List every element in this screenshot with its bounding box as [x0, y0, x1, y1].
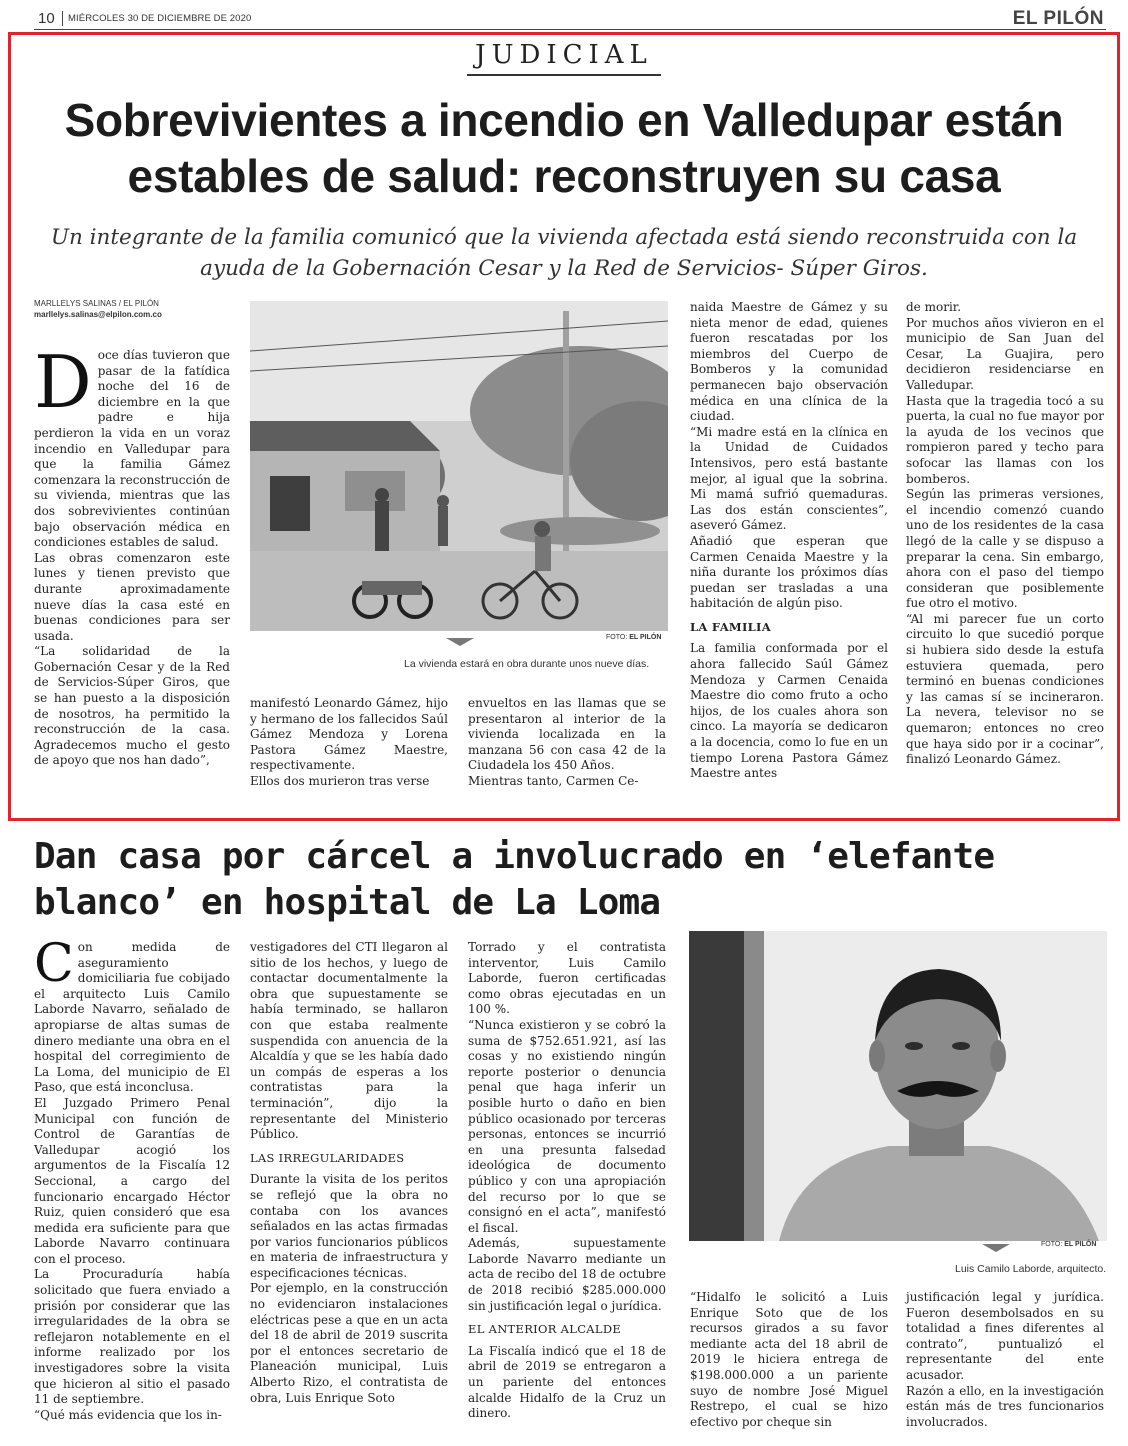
story2-column-4 — [690, 1290, 888, 1430]
publication-logo: EL PILÓN — [1012, 8, 1104, 29]
byline-name: MARLLELYS SALINAS / EL PILÓN — [34, 299, 159, 308]
body-paragraph: Mientras tanto, Carmen Ce- — [468, 773, 639, 788]
subhead-irregularidades: LAS IRREGULARIDADES — [250, 1150, 405, 1165]
story2-headline: Dan casa por cárcel a involucrado en ‘elefante blanco’ en hospital de La Loma — [34, 836, 995, 923]
issue-date: MIÉRCOLES 30 DE DICIEMBRE DE 2020 — [68, 13, 252, 24]
dropcap: D — [34, 340, 92, 424]
body-paragraph: Torrado y el contratista interventor, Luis Camilo Laborde, fueron certificadas como obras ejecutadas en un 100 %. — [468, 940, 666, 1017]
story1-photo-credit: FOTO: EL PILÓN — [606, 634, 662, 641]
header-divider — [62, 11, 63, 26]
section-label: JUDICIAL — [0, 40, 1128, 76]
caption-pointer-icon — [982, 1244, 1010, 1252]
body-paragraph: La familia conformada por el ahora fallecido Saúl Gámez Mendoza y Carmen Cenaida Maestre dio como fruto a ocho hijos, de los cuales ahora son cinco. La mayoría se dedicaron a la docencia, como lo fue en un tiempo Lorena Pastora Gámez Maestre antes — [690, 641, 888, 781]
body-paragraph: La Fiscalía indicó que el 18 de abril de 2019 se entregaron a un pariente del entonces alcalde Hidalfo de la Cruz un dinero. — [468, 1343, 666, 1421]
body-paragraph: Las obras comenzaron este lunes y tienen previsto que durante aproximadamente nueve días la casa esté en buenas condiciones para ser usada. — [34, 550, 230, 643]
story1-photo-house — [250, 301, 668, 631]
house-photo-illustration — [250, 301, 668, 631]
portrait-photo-illustration — [689, 931, 1107, 1241]
body-paragraph: La Procuraduría había solicitado que fuera enviado a prisión por considerar que las irregularidades de la obra se reflejaron notablemente en el informe realizado por los investigadores sobre la visita que hicieron al sitio el pasado 11 de septiembre. — [34, 1267, 230, 1407]
story2-lead-paragraph: Con medida de aseguramiento domiciliaria fue cobijado el arquitecto Luis Camilo Laborde Navarro, señalado de apropiarse de altas sumas de dinero mediante una obra en el hospital del corregimiento de La Loma, del municipio de El Paso, que está inconclusa. — [34, 934, 230, 1095]
story1-dek: Un integrante de la familia comunicó que la vivienda afectada está siendo reconstruida con la ayuda de la Gobernación Cesar y la Red de Servicios- Súper Giros. — [50, 225, 1078, 281]
body-paragraph: de morir. — [906, 300, 962, 314]
dropcap: C — [34, 934, 74, 994]
caption-pointer-icon — [446, 638, 474, 646]
body-paragraph: Además, supuestamente Laborde Navarro mediante un acta de recibo del 18 de octubre de 2018 recibió $285.000.000 sin justificación legal o jurídica. — [468, 1236, 666, 1313]
body-paragraph: Por ejemplo, en la construcción no evidenciaron instalaciones eléctricas pese a que en un acta del 18 de abril de 2019 suscrita por el entonces secretario de Planeación municipal, Luis Alberto Rizo, el contratista de obra, Luis Enrique Soto — [250, 1281, 448, 1405]
body-paragraph: vestigadores del CTI llegaron al sitio de los hechos, y luego de contactar documentalmente la obra que supuestamente se había terminado, se hallaron con que estaba realmente suspendida con anuencia de la Alcaldía y que se les había dado un compás de esperas a los contratistas para la terminación”, dijo la representante del Ministerio Público. — [250, 940, 448, 1142]
story2-photo-credit: FOTO: EL PILÓN — [1041, 1241, 1097, 1248]
body-paragraph: El Juzgado Primero Penal Municipal con función de Control de Garantías de Valledupar acogió los argumentos de la Fiscalía 12 Seccional, a cargo del funcionario encargado Héctor Ruiz, quien consideró que esa medida era suficiente para que Laborde Navarro continuara con el proceso. — [34, 1095, 230, 1266]
body-paragraph: “La solidaridad de la Gobernación Cesar y de la Red de Servicios-Súper Giros, que se han puesto a la disposición de nosotros, ha permitido la reconstrucción de la casa. Agradecemos mucho el gesto de apoyo que nos han dado”, — [34, 644, 230, 768]
body-paragraph: Razón a ello, en la investigación están más de tres funcionarios involucrados. — [906, 1383, 1104, 1429]
story1-column-5 — [906, 300, 1104, 768]
story1-column-4 — [690, 300, 888, 782]
body-paragraph: naida Maestre de Gámez y su nieta menor de edad, quienes fueron rescatadas por los miembros del Cuerpo de Bomberos y la comunidad permanecen bajo observación médica en una clínica de la ciudad. — [690, 300, 888, 424]
subhead-anterior-alcalde: EL ANTERIOR ALCALDE — [468, 1322, 622, 1337]
body-paragraph: “Qué más evidencia que los in- — [34, 1407, 222, 1422]
body-paragraph: envueltos en las llamas que se presentaron al interior de la vivienda localizada en la manzana 56 con casa 42 de la Ciudadela los 450 Años. — [468, 696, 666, 773]
page-header — [34, 8, 1106, 30]
story2-photo-caption: Luis Camilo Laborde, arquitecto. — [955, 1263, 1107, 1275]
subhead-la-familia: LA FAMILIA — [690, 619, 771, 634]
body-paragraph: Ellos dos murieron tras verse — [250, 773, 430, 788]
story2-column-5 — [906, 1290, 1104, 1430]
body-paragraph: Durante la visita de los peritos se reflejó que la obra no contaba con los avances señalados en las actas firmadas por varios funcionarios públicos en materia de infraestructura y especificaciones técnicas. — [250, 1172, 448, 1280]
byline — [34, 298, 234, 320]
body-paragraph: Hasta que la tragedia tocó a su puerta, la cual no fue mayor por la ayuda de los vecinos que rompieron pared y techo para sofocar las llamas con los bomberos. — [906, 393, 1104, 486]
page-number: 10 — [38, 10, 55, 27]
story1-photo-caption: La vivienda estará en obra durante unos nueve días. — [404, 658, 650, 670]
byline-email: marllelys.salinas@elpilon.com.co — [34, 310, 162, 319]
story1-column-3 — [468, 696, 666, 790]
story1-column-1 — [34, 340, 230, 769]
body-paragraph: Según las primeras versiones, el incendio comenzó cuando uno de los residentes de la casa llegó de la calle y se dispuso a preparar la cena. Sin embargo, ahora con el paso del tiempo consideran que posiblemente fue otro el motivo. — [906, 487, 1104, 611]
body-paragraph: Añadió que esperan que Carmen Cenaida Maestre y la niña durante los próximos días puedan ser trasladas a una habitación de algún piso. — [690, 533, 888, 611]
body-paragraph: “Mi madre está en la clínica en la Unidad de Cuidados Intensivos, pero está bastante mejor, al igual que la sobrina. Mi mamá sufrió quemaduras. Las dos están conscientes”, aseveró Gámez. — [690, 424, 888, 533]
story2-column-3 — [468, 940, 666, 1422]
body-paragraph: “Hidalfo le solicitó a Luis Enrique Soto que de los recursos girados a su favor mediante acta del 18 abril de 2019 le hiciera entrega de $198.000.000 a un pariente suyo de nombre José Miguel Restrepo, el cual se hizo efectivo por cheque sin — [690, 1290, 888, 1429]
body-paragraph: justificación legal y jurídica. Fueron desembolsados en su totalidad a fines diferentes al contrato”, puntualizó el representante del ente acusador. — [906, 1290, 1104, 1382]
story2-photo-portrait — [689, 931, 1107, 1241]
body-paragraph: “Al mi parecer fue un corto circuito lo que sucedió porque si hubiera sido desde la estufa estuviera quemada, pero terminó en buenas condiciones y las camas sí se incineraron. La nevera, televisor no se quemaron; entonces no creo que haya sido por ir a cocinar”, finalizó Leonardo Gámez. — [906, 611, 1104, 767]
body-paragraph: manifestó Leonardo Gámez, hijo y hermano de los fallecidos Saúl Gámez Mendoza y Lorena Pastora Gámez Maestre, respectivamente. — [250, 696, 448, 773]
story2-column-1 — [34, 934, 230, 1423]
story2-column-2 — [250, 940, 448, 1406]
body-paragraph: “Nunca existieron y se cobró la suma de $752.651.921, así las cosas y no existiendo ningún reporte posterior o denuncia penal que haga inferir un posible hurto o daño en bien público ocasionado por terceras personas, entonces se incurrió en una presunta falsedad ideológica de documento público y con una apropiación del recurso por lo que se consignó en el acta”, manifestó el fiscal. — [468, 1017, 666, 1235]
body-paragraph: Por muchos años vivieron en el municipio de San Juan del Cesar, La Guajira, pero decidieron residenciarse en Valledupar. — [906, 315, 1104, 392]
story1-column-2 — [250, 696, 448, 790]
story1-lead-paragraph: Doce días tuvieron que pasar de la fatídica noche del 16 de diciembre en la que padre e hija perdieron la vida en un voraz incendio en Valledupar para que la familia Gámez comenzara la reconstrucción de su vivienda, mientras que las dos sobrevivientes continúan bajo observación médica en condiciones estables de salud. — [34, 340, 230, 550]
story1-headline: Sobrevivientes a incendio en Valledupar están estables de salud: reconstruyen su casa — [64, 94, 1064, 202]
